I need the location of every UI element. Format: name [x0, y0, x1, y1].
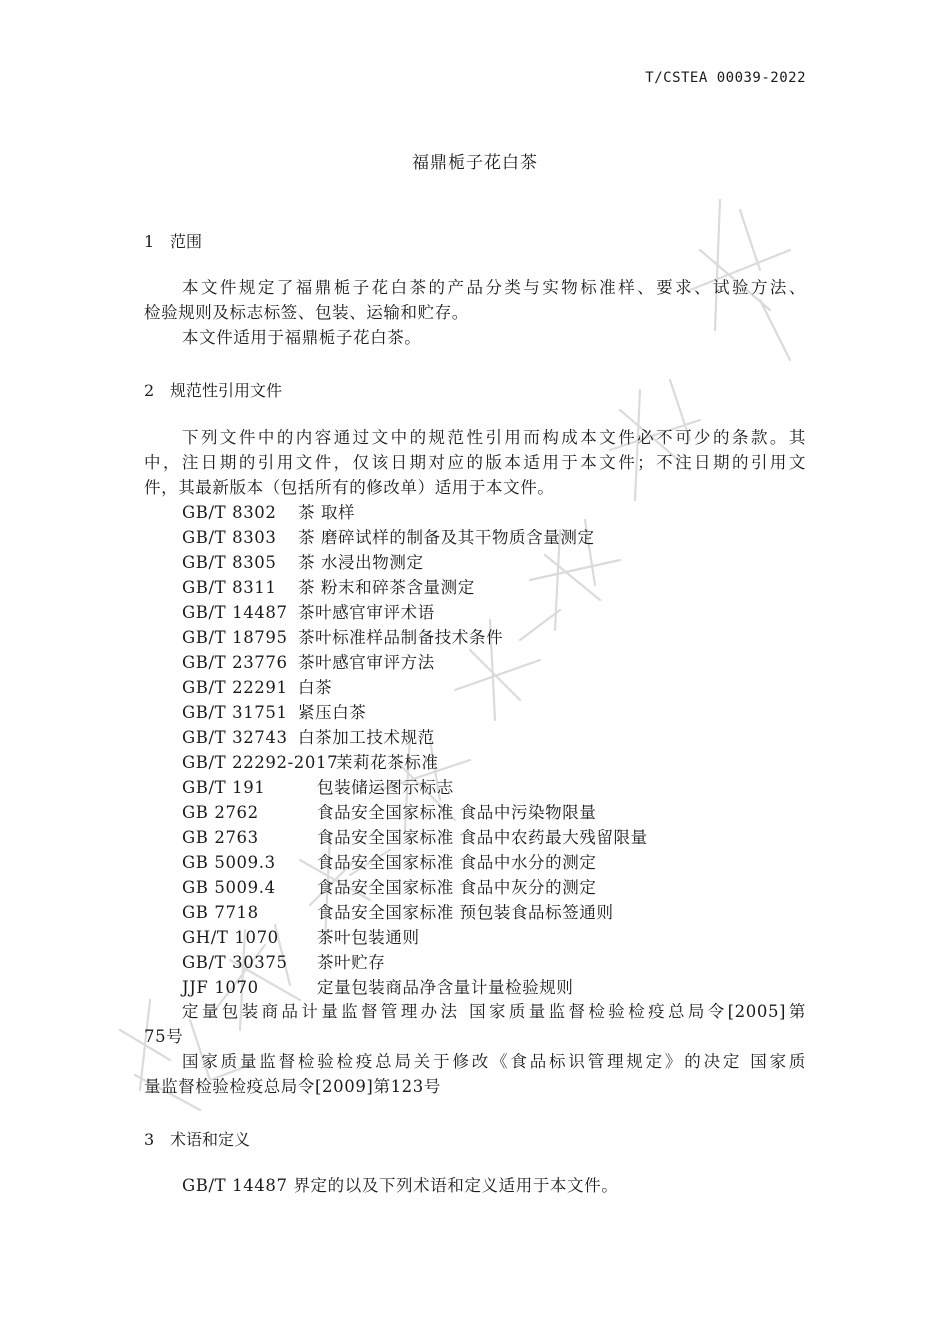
section-number: 3	[144, 1130, 155, 1149]
reference-name: 茉莉花茶标准	[336, 753, 439, 772]
reference-name: 茶叶标准样品制备技术条件	[298, 628, 504, 647]
reference-code: GB/T 8302	[182, 503, 277, 522]
section-title: 范围	[170, 232, 203, 251]
section-title: 术语和定义	[170, 1130, 251, 1149]
reference-name: 茶 磨碎试样的制备及其干物质含量测定	[298, 528, 595, 547]
reference-code: GH/T 1070	[182, 928, 279, 947]
paragraph-line: 75号	[144, 1027, 184, 1046]
reference-code: GB/T 22292-2017	[182, 753, 339, 772]
document-title: 福鼎栀子花白茶	[412, 153, 538, 173]
reference-name: 食品安全国家标准 食品中水分的测定	[317, 853, 597, 872]
section-3-heading	[144, 1127, 250, 1150]
reference-name: 白茶	[298, 678, 333, 697]
reference-code: GB/T 32743	[182, 728, 288, 747]
section-number: 1	[144, 232, 155, 251]
reference-name: 茶 粉末和碎茶含量测定	[298, 578, 475, 597]
reference-name: 茶叶包装通则	[317, 928, 420, 947]
paragraph-line: 定量包装商品计量监督管理办法 国家质量监督检验检疫总局令[2005]第	[182, 1002, 806, 1021]
reference-code: GB/T 18795	[182, 628, 288, 647]
reference-name: 食品安全国家标准 食品中灰分的测定	[317, 878, 597, 897]
paragraph-line: 量监督检验检疫总局令[2009]第123号	[144, 1077, 441, 1096]
reference-code: GB/T 31751	[182, 703, 288, 722]
reference-code: GB/T 14487	[182, 603, 288, 622]
reference-code: GB 2763	[182, 828, 259, 847]
reference-name: 茶 水浸出物测定	[298, 553, 424, 572]
paragraph-line: 中，注日期的引用文件，仅该日期对应的版本适用于本文件；不注日期的引用文	[144, 453, 806, 472]
reference-name: 食品安全国家标准 食品中农药最大残留限量	[317, 828, 648, 847]
paragraph-line: 件，其最新版本（包括所有的修改单）适用于本文件。	[144, 478, 555, 497]
reference-name: 食品安全国家标准 预包装食品标签通则	[317, 903, 614, 922]
reference-name: 茶叶贮存	[317, 953, 386, 972]
reference-name: 紧压白茶	[298, 703, 367, 722]
reference-name: 白茶加工技术规范	[298, 728, 435, 747]
reference-code: GB/T 30375	[182, 953, 288, 972]
section-1-heading	[144, 229, 202, 252]
reference-code: GB/T 8311	[182, 578, 277, 597]
paragraph-line: 国家质量监督检验检疫总局关于修改《食品标识管理规定》的决定 国家质	[182, 1052, 806, 1071]
reference-code: GB/T 23776	[182, 653, 288, 672]
paragraph-line: 本文件规定了福鼎栀子花白茶的产品分类与实物标准样、要求、试验方法、	[182, 278, 806, 297]
reference-name: 定量包装商品净含量计量检验规则	[317, 978, 574, 997]
paragraph-line: 下列文件中的内容通过文中的规范性引用而构成本文件必不可少的条款。其	[182, 428, 806, 447]
paragraph-line: 检验规则及标志标签、包装、运输和贮存。	[144, 303, 469, 322]
section-2-heading	[144, 378, 282, 401]
section-title: 规范性引用文件	[170, 381, 283, 400]
reference-code: GB 5009.4	[182, 878, 276, 897]
reference-code: JJF 1070	[182, 978, 259, 997]
reference-code: GB 7718	[182, 903, 259, 922]
reference-code: GB/T 8303	[182, 528, 277, 547]
reference-code: GB/T 191	[182, 778, 266, 797]
reference-code: GB/T 8305	[182, 553, 277, 572]
reference-code: GB 5009.3	[182, 853, 276, 872]
reference-name: 茶 取样	[298, 503, 356, 522]
section-number: 2	[144, 381, 155, 400]
reference-name: 茶叶感官审评术语	[298, 603, 435, 622]
paragraph-line: 本文件适用于福鼎栀子花白茶。	[182, 328, 422, 347]
reference-code: GB 2762	[182, 803, 259, 822]
reference-code: GB/T 22291	[182, 678, 288, 697]
reference-name: 食品安全国家标准 食品中污染物限量	[317, 803, 597, 822]
standard-code: T/CSTEA 00039-2022	[645, 70, 806, 86]
paragraph-line: GB/T 14487 界定的以及下列术语和定义适用于本文件。	[182, 1176, 619, 1195]
reference-name: 茶叶感官审评方法	[298, 653, 435, 672]
reference-name: 包装储运图示标志	[317, 778, 454, 797]
